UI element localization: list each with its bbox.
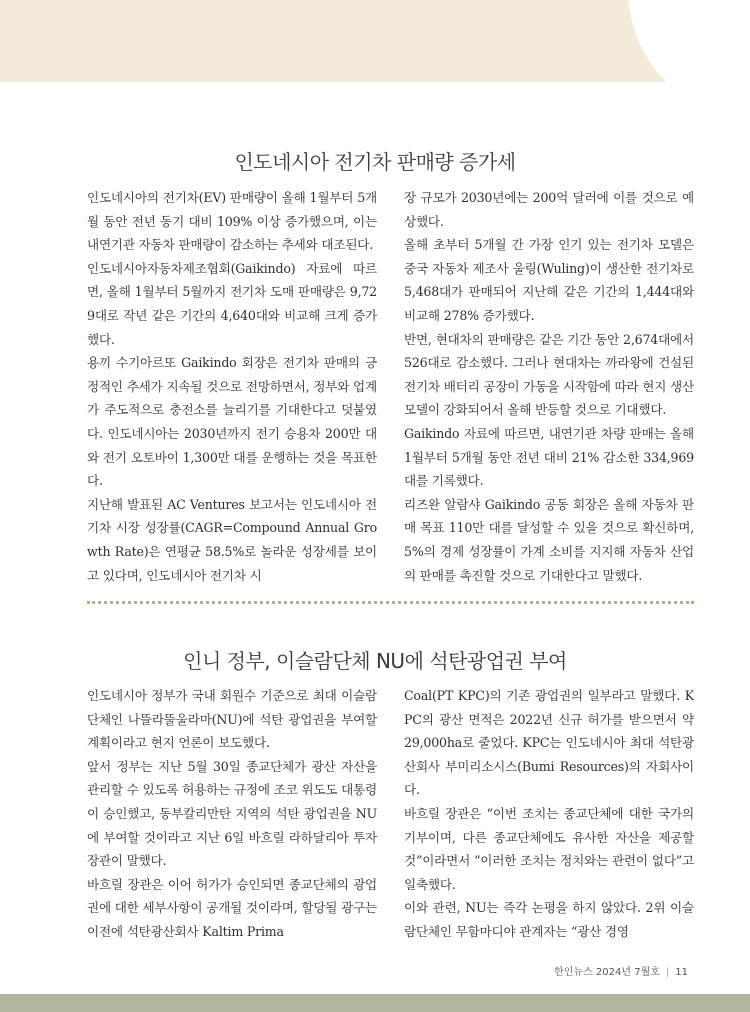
paragraph: 인도네시아의 전기차(EV) 판매량이 올해 1월부터 5개월 동안 전년 동기 대비 109% 이상 증가했으며, 이는 내연기관 자동차 판매량이 감소하는 추세와 대조된다. (87, 190, 377, 253)
footer-separator: | (665, 967, 670, 978)
paragraph: Gaikindo 자료에 따르면, 내연기관 차량 판매는 올해 1월부터 5개월 동안 전년 대비 21% 감소한 334,969대를 기록했다. (404, 425, 694, 489)
paragraph: 반면, 현대차의 판매량은 같은 기간 동안 2,674대에서 526대로 감소했다. 그러나 현대차는 까라왕에 건설된 전기차 배터리 공장이 가동을 시작함에 따라 현지 생산 모델이 강화되어서 올해 반등할 것으로 기대했다. (404, 331, 694, 418)
article-2-right-column (404, 684, 694, 944)
paragraph: 장 규모가 2030년에는 200억 달러에 이를 것으로 예상했다. (404, 190, 694, 229)
bottom-decorative-band (0, 994, 750, 1012)
section-divider (87, 601, 694, 604)
paragraph: 인도네시아 정부가 국내 회원수 기준으로 최대 이슬람단체인 나뜰라뚤울라마(NU)에 석탄 광업권을 부여할 계획이라고 현지 언론이 보도했다. (87, 688, 377, 751)
article-1-left-column (87, 186, 377, 587)
page-footer (554, 963, 688, 978)
article-2-left-column (87, 684, 377, 944)
page-number: 11 (675, 967, 688, 978)
paragraph: 바흐릴 장관은 “이번 조치는 종교단체에 대한 국가의 기부이며, 다른 종교단체에도 유사한 자산을 제공할 것”이라면서 “이러한 조치는 정치와는 관련이 없다”고 일축했다. (404, 805, 694, 892)
article-1-body (87, 186, 694, 587)
article-2-title: 인니 정부, 이슬람단체 NU에 석탄광업권 부여 (183, 649, 567, 673)
decorative-circle (628, 0, 750, 82)
paragraph: Coal(PT KPC)의 기존 광업권의 일부라고 말했다. KPC의 광산 면적은 2022년 신규 허가를 받으면서 약 29,000ha로 줄었다. KPC는 인도네시아 최대 석탄광산회사 부미리소시스(Bumi Resources)의 자회사이다. (404, 688, 694, 798)
paragraph: 리즈완 알람샤 Gaikindo 공동 회장은 올해 자동차 판매 목표 110만 대를 달성할 수 있을 것으로 확신하며, 5%의 경제 성장률이 가계 소비를 지지해 자동차 산업의 판매를 촉진할 것으로 기대한다고 말했다. (404, 496, 694, 583)
article-2-body (87, 684, 694, 944)
article-1-right-column (404, 186, 694, 587)
paragraph: 이와 관련, NU는 즉각 논평을 하지 않았다. 2위 이슬람단체인 무함마디야 관계자는 “광산 경영 (404, 900, 694, 939)
paragraph: 올해 초부터 5개월 간 가장 인기 있는 전기차 모델은 중국 자동차 제조사 울링(Wuling)이 생산한 전기차로 5,468대가 판매되어 지난해 같은 기간의 1,444대와 비교해 278% 증가했다. (404, 237, 694, 323)
publication-name: 한인뉴스 2024년 7월호 (554, 967, 660, 978)
paragraph: 용끼 수기아르또 Gaikindo 회장은 전기차 판매의 긍정적인 추세가 지속될 것으로 전망하면서, 정부와 업계가 주도적으로 충전소를 늘리기를 기대한다고 덧붙였다. 인도네시아는 2030년까지 전기 승용차 200만 대와 전기 오토바이 1,300만 대를 운행하는 것을 목표한다. (87, 355, 377, 489)
paragraph: 앞서 정부는 지난 5월 30일 종교단체가 광산 자산을 관리할 수 있도록 허용하는 규정에 조코 위도도 대통령이 승인했고, 동부칼리만탄 지역의 석탄 광업권을 NU에 부여할 것이라고 지난 6일 바흐릴 라하달리아 투자장관이 말했다. (87, 758, 377, 869)
paragraph: 바흐릴 장관은 이어 허가가 승인되면 종교단체의 광업권에 대한 세부사항이 공개될 것이라며, 할당될 광구는 이전에 석탄광산회사 Kaltim Prima (87, 876, 377, 939)
top-decorative-band (0, 0, 750, 82)
paragraph: 지난해 발표된 AC Ventures 보고서는 인도네시아 전기차 시장 성장률(CAGR=Compound Annual Growth Rate)은 연평균 58.5%로 놀라운 성장세를 보이고 있다며, 인도네시아 전기차 시 (87, 496, 377, 583)
article-1-title: 인도네시아 전기차 판매량 증가세 (234, 150, 516, 174)
paragraph: 인도네시아자동차제조협회(Gaikindo) 자료에 따르면, 올해 1월부터 5월까지 전기차 도매 판매량은 9,729대로 작년 같은 기간의 4,640대와 비교해 크게 증가했다. (87, 260, 377, 347)
